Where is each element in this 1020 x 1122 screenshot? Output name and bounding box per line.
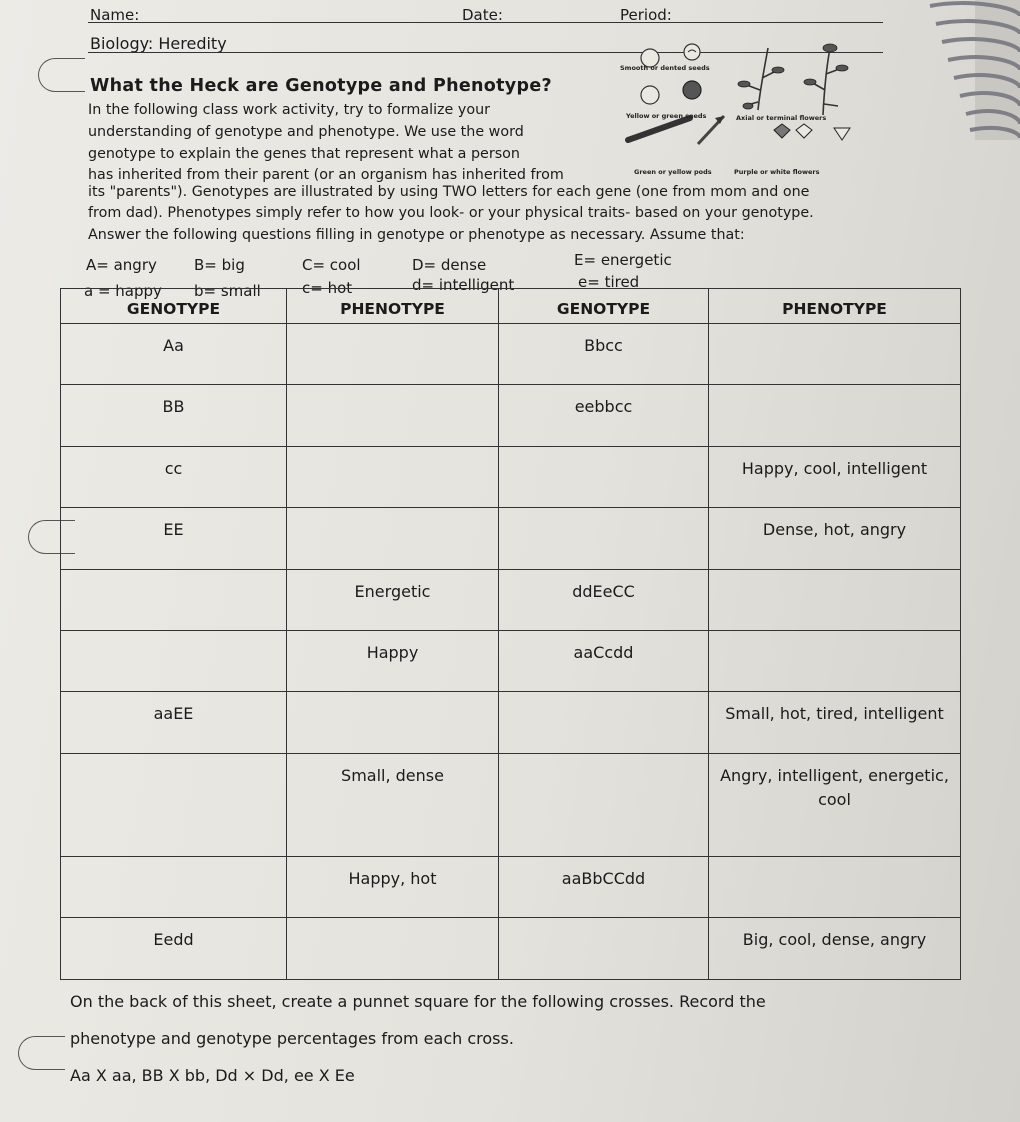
- intro-line: understanding of genotype and phenotype. We use the word: [88, 124, 524, 140]
- key-recessive-b: b= small: [194, 282, 261, 300]
- crosses-list: Aa X aa, BB X bb, Dd × Dd, ee X Ee: [70, 1066, 355, 1085]
- phenotype-cell[interactable]: [709, 385, 961, 446]
- pea-plant-illustration: [598, 40, 866, 180]
- table-row: [61, 569, 961, 630]
- phenotype-cell[interactable]: [709, 569, 961, 630]
- intro-line: has inherited from their parent (or an organism has inherited from: [88, 167, 564, 183]
- table-row: [61, 692, 961, 753]
- notebook-coil: [870, 0, 1020, 140]
- header-phenotype: PHENOTYPE: [287, 289, 499, 324]
- genotype-cell[interactable]: [499, 508, 709, 569]
- table-row: [61, 857, 961, 918]
- genotype-cell[interactable]: [61, 857, 287, 918]
- header-genotype: GENOTYPE: [61, 289, 287, 324]
- header-genotype: GENOTYPE: [499, 289, 709, 324]
- figure-label: Smooth or dented seeds: [620, 64, 710, 72]
- figure-label: Yellow or green seeds: [626, 112, 707, 120]
- phenotype-cell: Energetic: [287, 569, 499, 630]
- date-label: Date:: [462, 6, 503, 24]
- genotype-cell: Aa: [61, 324, 287, 385]
- table-row: [61, 630, 961, 691]
- table-row: [61, 446, 961, 507]
- genotype-cell: ddEeCC: [499, 569, 709, 630]
- pea-traits-figure: [598, 40, 866, 180]
- intro-line: genotype to explain the genes that represent what a person: [88, 146, 520, 162]
- key-dominant-a: A= angry: [86, 256, 157, 274]
- header-phenotype: PHENOTYPE: [709, 289, 961, 324]
- phenotype-cell[interactable]: [287, 385, 499, 446]
- genotype-cell: aaBbCCdd: [499, 857, 709, 918]
- genotype-cell[interactable]: [499, 753, 709, 856]
- genotype-cell: aaEE: [61, 692, 287, 753]
- phenotype-cell: Small, dense: [287, 753, 499, 856]
- intro-line: its "parents"). Genotypes are illustrated by using TWO letters for each gene (one from mom and one: [88, 184, 810, 200]
- key-recessive-c: c= hot: [302, 279, 353, 297]
- binder-hole: [38, 58, 85, 92]
- key-dominant-d: D= dense: [412, 256, 487, 274]
- footer-instruction-line: phenotype and genotype percentages from each cross.: [70, 1029, 514, 1048]
- genotype-cell: BB: [61, 385, 287, 446]
- figure-label: Purple or white flowers: [734, 168, 820, 176]
- genotype-cell[interactable]: [499, 692, 709, 753]
- genotype-cell[interactable]: [61, 630, 287, 691]
- key-dominant-c: C= cool: [302, 256, 361, 274]
- intro-line: from dad). Phenotypes simply refer to how you look- or your physical traits- based on your genotype.: [88, 205, 814, 221]
- table-row: [61, 918, 961, 980]
- intro-line: Answer the following questions filling in genotype or phenotype as necessary. Assume that:: [88, 227, 745, 243]
- phenotype-cell[interactable]: [287, 692, 499, 753]
- phenotype-cell[interactable]: [709, 630, 961, 691]
- table-row: [61, 385, 961, 446]
- genotype-cell[interactable]: [61, 753, 287, 856]
- phenotype-cell[interactable]: [287, 446, 499, 507]
- phenotype-cell[interactable]: [709, 857, 961, 918]
- header-rule: [88, 22, 883, 23]
- genotype-phenotype-table: [60, 288, 961, 980]
- phenotype-cell: Happy, hot: [287, 857, 499, 918]
- figure-label: Axial or terminal flowers: [736, 114, 827, 122]
- page-title: What the Heck are Genotype and Phenotype?: [90, 76, 552, 96]
- phenotype-cell: Happy: [287, 630, 499, 691]
- key-recessive-a: a = happy: [84, 282, 162, 300]
- phenotype-cell[interactable]: [287, 918, 499, 980]
- genotype-cell: Bbcc: [499, 324, 709, 385]
- phenotype-cell: Happy, cool, intelligent: [709, 446, 961, 507]
- phenotype-cell: Dense, hot, angry: [709, 508, 961, 569]
- phenotype-cell: Big, cool, dense, angry: [709, 918, 961, 980]
- phenotype-cell: Angry, intelligent, energetic, cool: [709, 753, 961, 856]
- genotype-cell[interactable]: [61, 569, 287, 630]
- genotype-cell: eebbcc: [499, 385, 709, 446]
- key-dominant-e: E= energetic: [574, 251, 672, 269]
- genotype-cell: EE: [61, 508, 287, 569]
- key-recessive-e: e= tired: [578, 273, 640, 291]
- genotype-cell[interactable]: [499, 918, 709, 980]
- phenotype-cell: Small, hot, tired, intelligent: [709, 692, 961, 753]
- period-label: Period:: [620, 6, 672, 24]
- key-dominant-b: B= big: [194, 256, 245, 274]
- name-label: Name:: [90, 6, 140, 24]
- table-row: [61, 324, 961, 385]
- genotype-cell[interactable]: [499, 446, 709, 507]
- binder-hole: [18, 1036, 65, 1070]
- table-row: [61, 753, 961, 856]
- genotype-cell: Eedd: [61, 918, 287, 980]
- genotype-cell: cc: [61, 446, 287, 507]
- subject-line: Biology: Heredity: [90, 34, 227, 53]
- figure-label: Green or yellow pods: [634, 168, 712, 176]
- intro-line: In the following class work activity, try to formalize your: [88, 102, 491, 118]
- footer-instruction-line: On the back of this sheet, create a punnet square for the following crosses. Record the: [70, 992, 766, 1011]
- phenotype-cell[interactable]: [287, 324, 499, 385]
- phenotype-cell[interactable]: [287, 508, 499, 569]
- phenotype-cell[interactable]: [709, 324, 961, 385]
- genotype-cell: aaCcdd: [499, 630, 709, 691]
- table-header-row: [61, 289, 961, 324]
- table-row: [61, 508, 961, 569]
- key-recessive-d: d= intelligent: [412, 276, 515, 294]
